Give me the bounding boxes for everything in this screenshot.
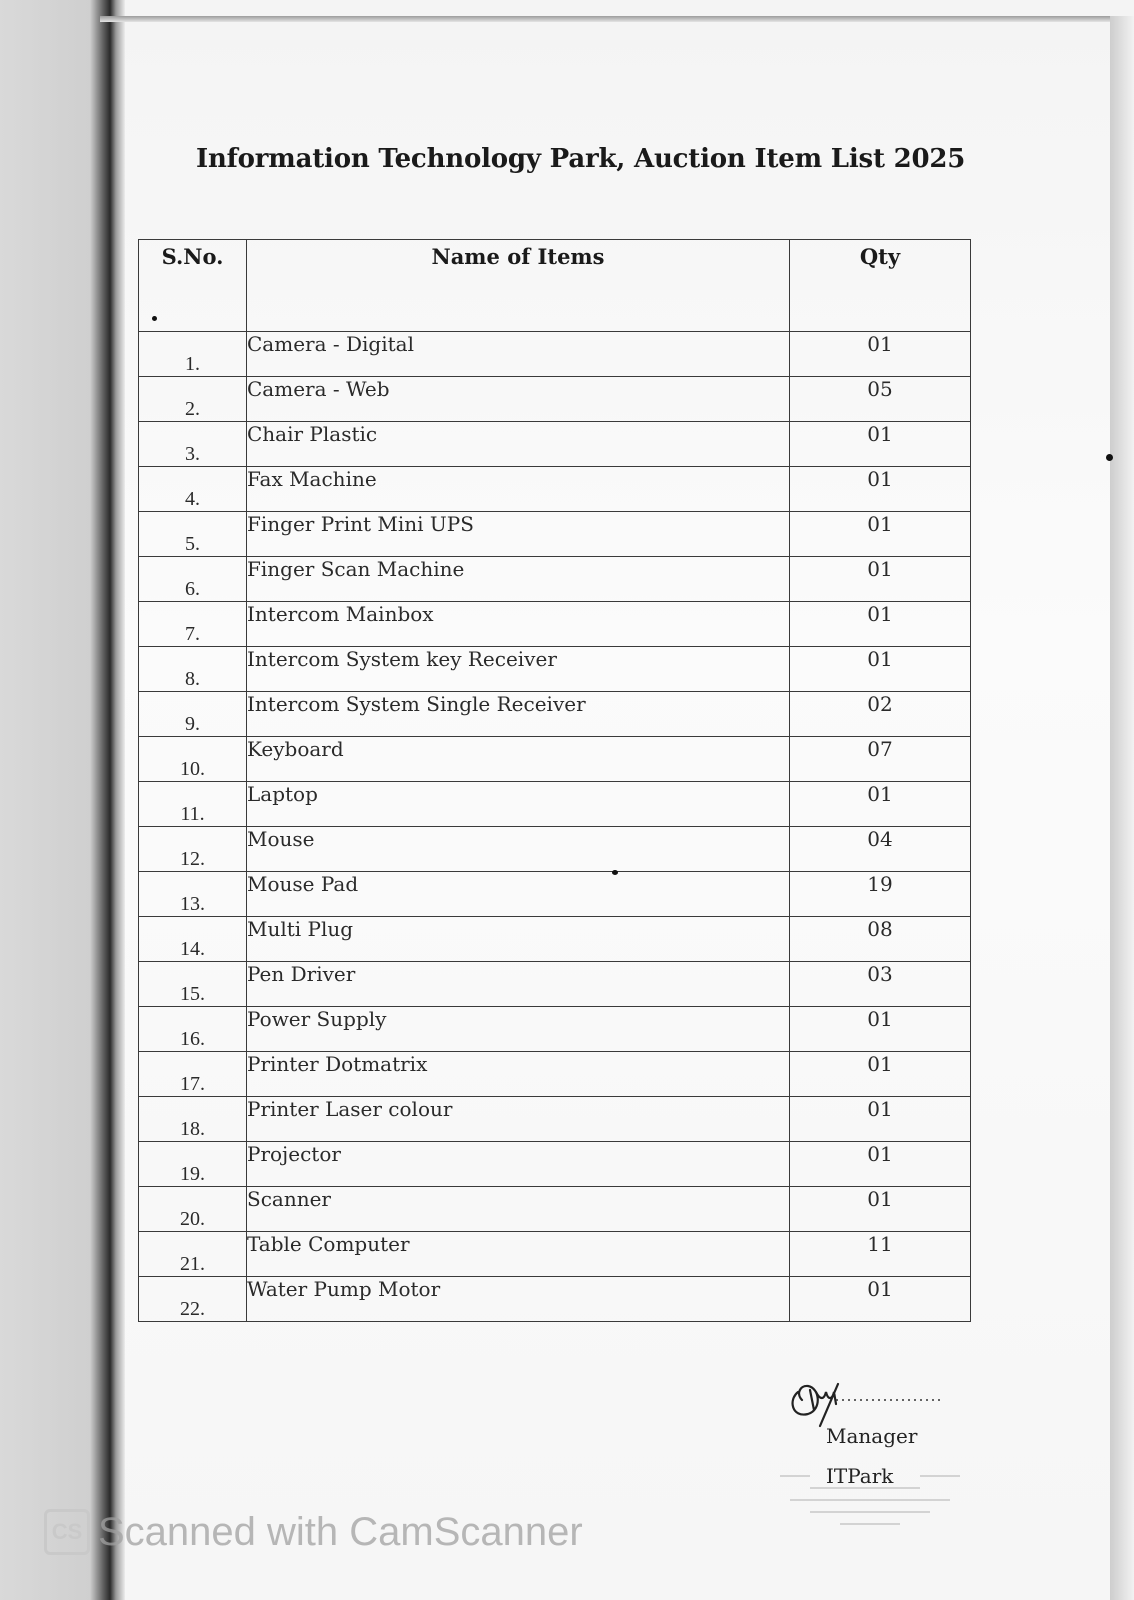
table-row — [139, 332, 971, 377]
row-item-name: Table Computer — [247, 1232, 790, 1277]
table-header-row — [139, 240, 971, 332]
table-row — [139, 1277, 971, 1322]
page-right-edge — [1110, 16, 1134, 1600]
row-qty: 19 — [790, 872, 971, 917]
camscanner-logo-icon: CS — [44, 1509, 90, 1555]
row-sno: 13. — [139, 872, 247, 917]
camscanner-watermark — [44, 1506, 583, 1558]
signature-scribble — [780, 1370, 950, 1430]
row-item-name: Chair Plastic — [247, 422, 790, 467]
watermark-text: Scanned with CamScanner — [98, 1509, 583, 1554]
row-item-name: Camera - Web — [247, 377, 790, 422]
table-row — [139, 1052, 971, 1097]
ink-speck — [1106, 454, 1113, 461]
row-item-name: Printer Dotmatrix — [247, 1052, 790, 1097]
row-sno: 22. — [139, 1277, 247, 1322]
table-row — [139, 602, 971, 647]
row-sno: 12. — [139, 827, 247, 872]
page-top-edge — [100, 16, 1112, 22]
table-row — [139, 1232, 971, 1277]
table-row — [139, 692, 971, 737]
row-sno: 2. — [139, 377, 247, 422]
row-qty: 01 — [790, 1277, 971, 1322]
row-sno: 11. — [139, 782, 247, 827]
table-row — [139, 1142, 971, 1187]
row-qty: 07 — [790, 737, 971, 782]
row-sno: 7. — [139, 602, 247, 647]
row-item-name: Intercom System Single Receiver — [247, 692, 790, 737]
table-row — [139, 962, 971, 1007]
row-qty: 01 — [790, 1142, 971, 1187]
row-sno: 14. — [139, 917, 247, 962]
row-item-name: Keyboard — [247, 737, 790, 782]
row-item-name: Mouse — [247, 827, 790, 872]
row-item-name: Mouse Pad — [247, 872, 790, 917]
row-sno: 3. — [139, 422, 247, 467]
row-qty: 01 — [790, 332, 971, 377]
row-item-name: Printer Laser colour — [247, 1097, 790, 1142]
row-sno: 16. — [139, 1007, 247, 1052]
row-item-name: Intercom Mainbox — [247, 602, 790, 647]
table-row — [139, 512, 971, 557]
row-item-name: Multi Plug — [247, 917, 790, 962]
row-qty: 03 — [790, 962, 971, 1007]
row-sno: 9. — [139, 692, 247, 737]
signatory-role: Manager — [826, 1424, 918, 1448]
header-qty: Qty — [790, 240, 971, 332]
table-row — [139, 377, 971, 422]
table-row — [139, 422, 971, 467]
row-qty: 01 — [790, 602, 971, 647]
auction-item-table — [138, 239, 971, 1322]
header-name: Name of Items — [247, 240, 790, 332]
row-qty: 01 — [790, 557, 971, 602]
row-sno: 15. — [139, 962, 247, 1007]
row-item-name: Laptop — [247, 782, 790, 827]
row-qty: 01 — [790, 422, 971, 467]
ink-speck — [152, 316, 157, 321]
row-qty: 01 — [790, 467, 971, 512]
row-qty: 01 — [790, 512, 971, 557]
row-sno: 19. — [139, 1142, 247, 1187]
row-item-name: Projector — [247, 1142, 790, 1187]
table-row — [139, 1097, 971, 1142]
row-sno: 20. — [139, 1187, 247, 1232]
row-sno: 18. — [139, 1097, 247, 1142]
row-item-name: Scanner — [247, 1187, 790, 1232]
table-row — [139, 1187, 971, 1232]
table-row — [139, 467, 971, 512]
row-qty: 01 — [790, 1097, 971, 1142]
row-sno: 17. — [139, 1052, 247, 1097]
table-row — [139, 782, 971, 827]
row-qty: 01 — [790, 1052, 971, 1097]
table-row — [139, 647, 971, 692]
row-sno: 8. — [139, 647, 247, 692]
row-qty: 04 — [790, 827, 971, 872]
page-binding-shadow — [0, 0, 125, 1600]
row-item-name: Finger Print Mini UPS — [247, 512, 790, 557]
signatory-organization: ITPark — [826, 1464, 894, 1488]
row-qty: 05 — [790, 377, 971, 422]
row-sno: 6. — [139, 557, 247, 602]
row-qty: 01 — [790, 782, 971, 827]
row-qty: 01 — [790, 647, 971, 692]
row-qty: 11 — [790, 1232, 971, 1277]
table-row — [139, 1007, 971, 1052]
row-sno: 1. — [139, 332, 247, 377]
row-item-name: Finger Scan Machine — [247, 557, 790, 602]
table-body — [139, 332, 971, 1322]
row-item-name: Intercom System key Receiver — [247, 647, 790, 692]
row-item-name: Pen Driver — [247, 962, 790, 1007]
row-sno: 10. — [139, 737, 247, 782]
row-qty: 01 — [790, 1187, 971, 1232]
row-qty: 08 — [790, 917, 971, 962]
header-sno: S.No. — [139, 240, 247, 332]
row-item-name: Camera - Digital — [247, 332, 790, 377]
row-qty: 02 — [790, 692, 971, 737]
table-row — [139, 557, 971, 602]
table-row — [139, 872, 971, 917]
ink-speck — [612, 870, 618, 875]
row-sno: 4. — [139, 467, 247, 512]
row-qty: 01 — [790, 1007, 971, 1052]
row-sno: 21. — [139, 1232, 247, 1277]
document-title: Information Technology Park, Auction Item List 2025 — [196, 144, 966, 174]
row-item-name: Fax Machine — [247, 467, 790, 512]
table-row — [139, 917, 971, 962]
row-item-name: Water Pump Motor — [247, 1277, 790, 1322]
row-item-name: Power Supply — [247, 1007, 790, 1052]
table-row — [139, 827, 971, 872]
row-sno: 5. — [139, 512, 247, 557]
table-row — [139, 737, 971, 782]
